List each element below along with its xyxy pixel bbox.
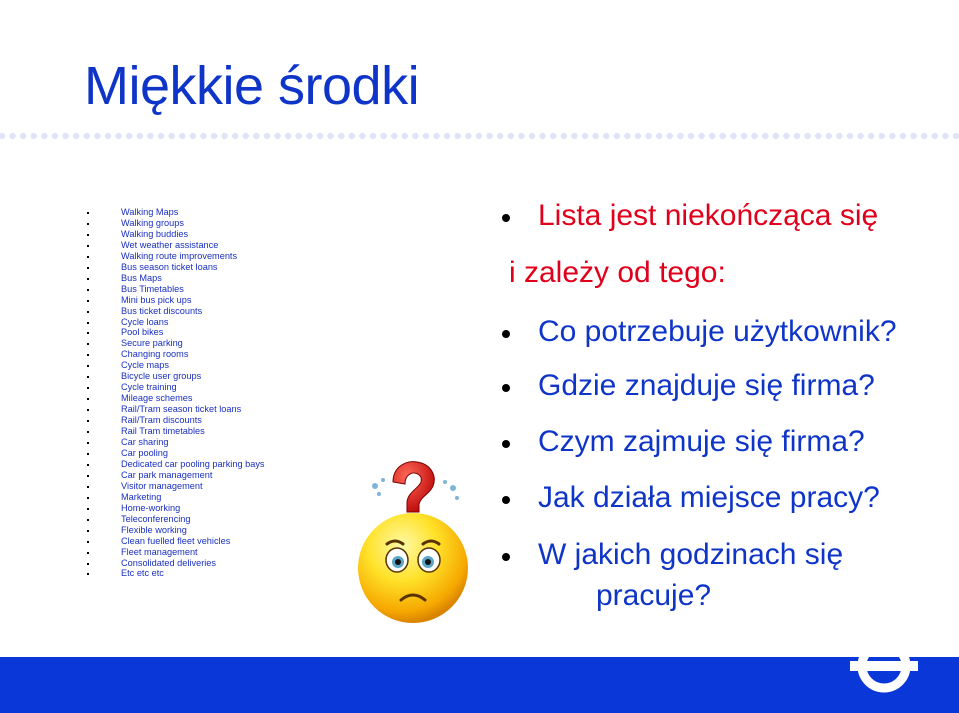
measure-item: Rail/Tram season ticket loans	[84, 404, 265, 415]
bullet-q2	[502, 384, 510, 392]
question-2: Gdzie znajduje się firma?	[538, 369, 875, 402]
measure-item: Teleconferencing	[84, 514, 265, 525]
headline: Lista jest niekończąca się	[538, 199, 879, 232]
measure-item: Marketing	[84, 492, 265, 503]
dotted-divider	[0, 131, 959, 141]
measure-item: Cycle loans	[84, 317, 265, 328]
measure-item: Walking groups	[84, 218, 265, 229]
measure-item: Etc etc etc	[84, 568, 265, 579]
measure-item: Changing rooms	[84, 349, 265, 360]
measure-item: Cycle training	[84, 382, 265, 393]
bullet-q3	[502, 440, 510, 448]
measure-item: Bus Timetables	[84, 284, 265, 295]
bullet-q5	[502, 553, 510, 561]
measure-item: Bus Maps	[84, 273, 265, 284]
measure-item: Rail/Tram discounts	[84, 415, 265, 426]
subline: i zależy od tego:	[509, 256, 726, 289]
measure-item: Walking buddies	[84, 229, 265, 240]
confused-face-question-icon	[353, 458, 473, 628]
measure-item: Bus ticket discounts	[84, 306, 265, 317]
measure-item: Bicycle user groups	[84, 371, 265, 382]
slide-title: Miękkie środki	[84, 56, 420, 116]
question-5-continuation: pracuje?	[596, 579, 712, 612]
measure-item: Bus season ticket loans	[84, 262, 265, 273]
measure-item: Visitor management	[84, 481, 265, 492]
bullet-q1	[502, 330, 510, 338]
question-1: Co potrzebuje użytkownik?	[538, 315, 897, 348]
measure-item: Car pooling	[84, 448, 265, 459]
bullet-q4	[502, 496, 510, 504]
roundel-logo-icon	[848, 636, 920, 696]
measure-item: Car park management	[84, 470, 265, 481]
measure-item: Dedicated car pooling parking bays	[84, 459, 265, 470]
measure-item: Consolidated deliveries	[84, 558, 265, 569]
measure-item: Mileage schemes	[84, 393, 265, 404]
measure-item: Mini bus pick ups	[84, 295, 265, 306]
measure-item: Rail Tram timetables	[84, 426, 265, 437]
measure-item: Cycle maps	[84, 360, 265, 371]
measure-item: Flexible working	[84, 525, 265, 536]
measure-item: Clean fuelled fleet vehicles	[84, 536, 265, 547]
question-3: Czym zajmuje się firma?	[538, 425, 865, 458]
measure-item: Walking route improvements	[84, 251, 265, 262]
measure-item: Car sharing	[84, 437, 265, 448]
footer-bar	[0, 657, 959, 713]
question-5: W jakich godzinach się	[538, 538, 844, 571]
measure-item: Secure parking	[84, 338, 265, 349]
measure-item: Fleet management	[84, 547, 265, 558]
bullet-headline	[502, 214, 510, 222]
measure-item: Wet weather assistance	[84, 240, 265, 251]
question-4: Jak działa miejsce pracy?	[538, 481, 880, 514]
measure-item: Walking Maps	[84, 207, 265, 218]
measure-item: Home-working	[84, 503, 265, 514]
measure-item: Pool bikes	[84, 327, 265, 338]
measures-list	[84, 207, 265, 579]
